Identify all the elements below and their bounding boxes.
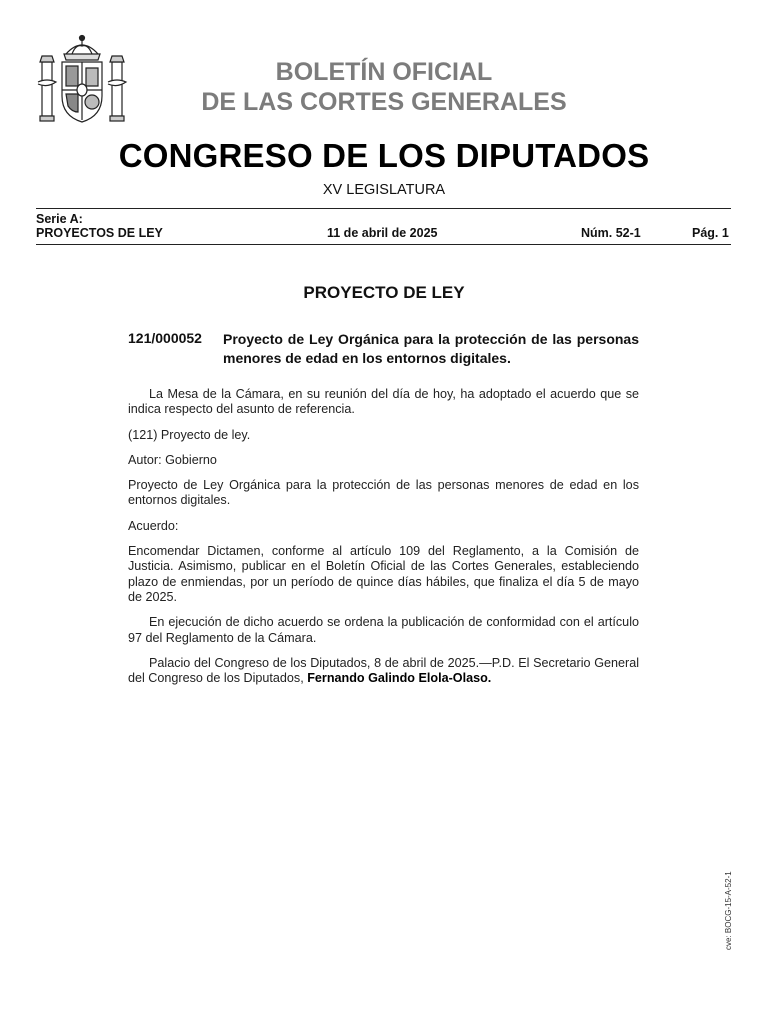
document-body: [128, 387, 639, 696]
paragraph-acuerdo: Encomendar Dictamen, conforme al artículo 109 del Reglamento, a la Comisión de Justicia. Asimismo, publicar en el Boletín Oficial de las Cortes Generales, estableciendo plazo de enmiendas, por un período de quince días hábiles, que finaliza el día 5 de mayo de 2025.: [128, 543, 639, 605]
expediente-number: 121/000052: [128, 330, 202, 346]
signature-text: Palacio del Congreso de los Diputados, 8 de abril de 2025.—P.D. El Secretario General del Congreso de los Diputados,: [128, 655, 639, 686]
legislature-label: XV LEGISLATURA: [322, 182, 446, 198]
serie-name: PROYECTOS DE LEY: [36, 226, 163, 240]
institution-title: CONGRESO DE LOS DIPUTADOS: [118, 137, 650, 174]
document-title: PROYECTO DE LEY: [303, 283, 465, 302]
header-rule-bottom: [36, 244, 731, 245]
publication-date: 11 de abril de 2025: [327, 226, 438, 240]
paragraph-acuerdo-label: Acuerdo:: [128, 518, 179, 533]
paragraph-mesa: La Mesa de la Cámara, en su reunión del día de hoy, ha adoptado el acuerdo que se indica respecto del asunto de referencia.: [128, 387, 639, 417]
expediente-title: Proyecto de Ley Orgánica para la protección de las personas menores de edad en los entornos digitales.: [223, 331, 639, 366]
coat-of-arms-icon: [36, 32, 128, 128]
paragraph-subject: Proyecto de Ley Orgánica para la protección de las personas menores de edad en los entornos digitales.: [128, 478, 639, 508]
serie-label: Serie A:: [36, 212, 83, 226]
header-rule-top: [36, 208, 731, 209]
paragraph-signature: [128, 656, 639, 687]
paragraph-author: Autor: Gobierno: [128, 452, 217, 467]
signatory-name: Fernando Galindo Elola-Olaso.: [307, 671, 492, 686]
page-number: Pág. 1: [692, 226, 729, 240]
paragraph-type: (121) Proyecto de ley.: [128, 427, 251, 442]
boletin-title-line2: DE LAS CORTES GENERALES: [201, 88, 567, 116]
boletin-title-line1: BOLETÍN OFICIAL: [275, 58, 493, 86]
paragraph-ejecucion: En ejecución de dicho acuerdo se ordena la publicación de conformidad con el artículo 97 del Reglamento de la Cámara.: [128, 615, 639, 645]
issue-number: Núm. 52-1: [581, 226, 641, 240]
cve-code: cve: BOCG-15-A-52-1: [724, 871, 733, 950]
